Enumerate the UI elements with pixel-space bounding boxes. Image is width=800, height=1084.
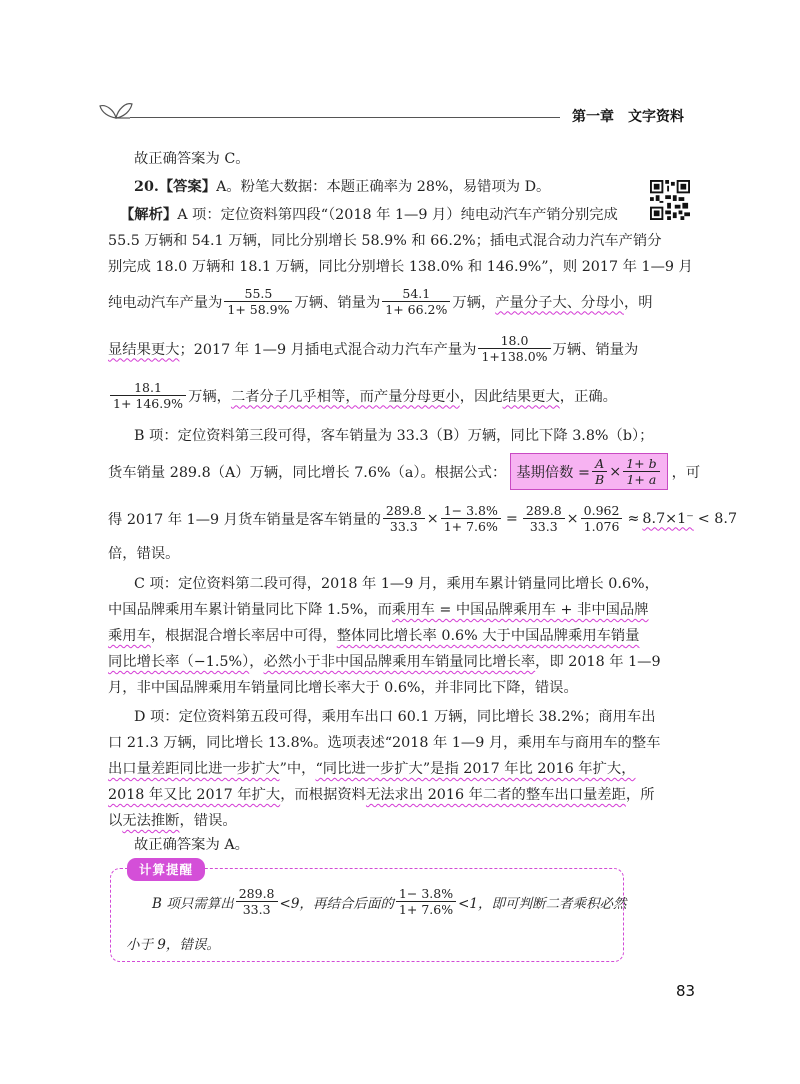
denominator: 33.3: [389, 519, 418, 534]
option-c-line-2: [108, 600, 649, 620]
formula-highlight-box: [510, 453, 667, 490]
text-segment: ，根据混合增长率居中可得，: [150, 628, 337, 644]
analysis-text-1: A 项：定位资料第四段“（2018 年 1—9 月）纯电动汽车产销分别完成: [177, 207, 618, 223]
times-sign: ×: [566, 510, 579, 527]
denominator: 33.3: [529, 519, 558, 534]
numerator: 289.8: [523, 503, 565, 519]
option-c-line-5: 月，非中国品牌乘用车销量同比增长率大于 0.6%，并非同比下降，错误。: [108, 680, 578, 696]
text-segment: ，因此: [459, 388, 503, 405]
option-b-line-1: B 项：定位资料第三段可得，客车销量为 33.3（B）万辆，同比下降 3.8%（b）；: [134, 428, 654, 444]
option-d-line-1: D 项：定位资料第五段可得，乘用车出口 60.1 万辆，同比增长 38.2%；商用车出: [134, 709, 656, 725]
tip-line-2: 小于 9，错误。: [126, 937, 220, 953]
times-sign: ×: [426, 510, 439, 527]
analysis-line-2: 55.5 万辆和 54.1 万辆，同比分别增长 58.9% 和 66.2%；插电式混合动力汽车产销分: [108, 233, 662, 249]
text-segment: B 项只需算出: [152, 895, 234, 912]
numerator: A: [592, 456, 607, 472]
analysis-line-6: [108, 380, 617, 411]
text-segment: 万辆，: [188, 388, 231, 405]
header-rule: [130, 117, 560, 118]
text-segment: 以: [108, 813, 123, 829]
text-segment: < 8.7: [697, 510, 738, 527]
denominator: 1+ 66.2%: [385, 302, 448, 317]
numerator: 1+ b: [623, 456, 659, 472]
denominator: 1.076: [583, 519, 620, 534]
equals-sign: =: [505, 510, 518, 527]
fraction-ev-output: [224, 286, 292, 317]
text-segment: <9，再结合后面的: [279, 895, 394, 912]
option-b-line-2: [108, 453, 700, 490]
text-segment: ，正确。: [559, 388, 617, 405]
fraction-phev-output: [478, 333, 550, 364]
text-segment: 万辆、销量为: [552, 341, 639, 358]
fraction-growth: [623, 456, 659, 487]
denominator: 1+ 146.9%: [113, 396, 184, 411]
analysis-label: 【解析】: [120, 207, 178, 223]
highlight-underline: 必然小于非中国品牌乘用车销量同比增长率: [263, 654, 536, 670]
denominator: 1+ 58.9%: [227, 302, 290, 317]
fraction-0962: [581, 503, 623, 534]
conclusion-a: 故正确答案为 A。: [134, 837, 249, 853]
page-number: 83: [676, 982, 696, 1000]
option-b-line-4: 倍，错误。: [108, 546, 180, 562]
text-segment: ，明: [623, 294, 653, 311]
answer-label: 20.【答案】: [134, 179, 217, 195]
numerator: 54.1: [382, 286, 450, 302]
text-segment: 货车销量 289.8（A）万辆，同比增长 7.6%（a）。根据公式：: [108, 464, 507, 481]
conclusion-c: 故正确答案为 C。: [134, 151, 250, 167]
section-label: 文字资料: [628, 109, 684, 125]
text-segment: ，而根据资料: [280, 787, 366, 803]
numerator: 289.8: [236, 886, 278, 902]
fraction-phev-sales: [110, 380, 186, 411]
numerator: 18.0: [478, 333, 550, 349]
option-c-line-4: [108, 652, 661, 672]
numerator: 18.1: [110, 380, 186, 396]
text-segment: ，: [249, 654, 264, 670]
analysis-line-4: [108, 286, 653, 317]
highlight-underline: 整体同比增长率 0.6% 大于中国品牌乘用车销量: [336, 628, 640, 644]
highlight-underline: “同比进一步扩大”是指 2017 年比 2016 年扩大，: [315, 761, 636, 777]
denominator: 1+ 7.6%: [443, 519, 498, 534]
text-segment: 万辆，: [452, 294, 496, 311]
fraction-289-33: [383, 503, 425, 534]
highlight-underline: 二者分子几乎相等，而产量分母更小: [230, 388, 460, 405]
text-segment: ”中，: [279, 761, 316, 777]
analysis-line-1: [120, 205, 618, 225]
text-segment: ，可: [671, 464, 701, 481]
denominator: 1+ a: [626, 472, 657, 487]
text-segment: ，所: [625, 787, 655, 803]
numerator: 55.5: [224, 286, 292, 302]
approx-sign: ≈: [627, 510, 640, 527]
highlight-underline: 显结果更大: [108, 341, 180, 358]
highlight-underline: 无法推断: [122, 813, 180, 829]
calculation-tip-label: 计算提醒: [127, 858, 205, 881]
running-header: [572, 106, 698, 126]
formula-label: 基期倍数 =: [516, 464, 590, 481]
text-segment: ，错误。: [179, 813, 237, 829]
text-segment: ；2017 年 1—9 月插电式混合动力汽车产量为: [179, 341, 477, 358]
times-sign: ×: [609, 463, 622, 480]
text-segment: 中国品牌乘用车累计销量同比下降 1.5%，而: [108, 602, 392, 618]
highlight-underline: 2018 年又比 2017 年扩大: [108, 787, 281, 803]
highlight-underline: 结果更大: [502, 388, 560, 405]
text-segment: 得 2017 年 1—9 月货车销量是客车销量的: [108, 511, 381, 528]
analysis-line-5: [108, 333, 638, 364]
numerator: 1− 3.8%: [396, 886, 456, 902]
fraction-a-over-b: [592, 456, 607, 487]
denominator: 1+ 7.6%: [398, 902, 454, 917]
text-segment: 纯电动汽车产量为: [108, 294, 223, 311]
highlight-underline: 乘用车: [108, 628, 151, 644]
analysis-line-3: 别完成 18.0 万辆和 18.1 万辆，同比分别增长 138.0% 和 146.9%”，则 2017 年 1—9 月: [108, 259, 693, 275]
denominator: 33.3: [242, 902, 271, 917]
fraction-rates: [441, 503, 501, 534]
numerator: 1− 3.8%: [441, 503, 501, 519]
option-c-line-1: C 项：定位资料第二段可得，2018 年 1—9 月，乘用车累计销量同比增长 0.6%，: [134, 576, 659, 592]
tip-fraction-1: [236, 886, 278, 917]
highlight-underline: 乘用车 = 中国品牌乘用车 + 非中国品牌: [391, 602, 649, 618]
answer-text: A。粉笔大数据：本题正确率为 28%，易错项为 D。: [216, 179, 551, 195]
chapter-label: 第一章: [572, 109, 614, 125]
highlight-underline: 无法求出 2016 年二者的整车出口量差距: [365, 787, 626, 803]
option-d-line-4: [108, 785, 655, 805]
numerator: 0.962: [581, 503, 623, 519]
text-segment: <1，即可判断二者乘积必然: [458, 895, 627, 912]
text-segment: ，即 2018 年 1—9: [535, 654, 661, 670]
qr-code-icon: [650, 180, 690, 220]
option-b-line-3: [108, 503, 737, 534]
option-d-line-5: [108, 811, 237, 831]
tip-fraction-2: [396, 886, 456, 917]
highlight-underline: 产量分子大、分母小: [495, 294, 624, 311]
denominator: B: [595, 472, 605, 487]
highlight-underline: 8.7×1⁻: [642, 510, 694, 527]
option-c-line-3: [108, 626, 640, 646]
denominator: 1+138.0%: [481, 349, 548, 364]
option-d-line-2: 口 21.3 万辆，同比增长 13.8%。选项表述“2018 年 1—9 月，乘用车与商用车的整车: [108, 735, 661, 751]
text-segment: 万辆、销量为: [294, 294, 381, 311]
numerator: 289.8: [383, 503, 425, 519]
leaf-ornament-icon: [96, 96, 136, 122]
tip-line-1: [152, 886, 627, 917]
fraction-289-33b: [523, 503, 565, 534]
fraction-ev-sales: [382, 286, 450, 317]
option-d-line-3: [108, 759, 636, 779]
answer-line: [134, 177, 550, 197]
highlight-underline: 出口量差距同比进一步扩大: [108, 761, 280, 777]
highlight-underline: 同比增长率（−1.5%）: [108, 654, 250, 670]
